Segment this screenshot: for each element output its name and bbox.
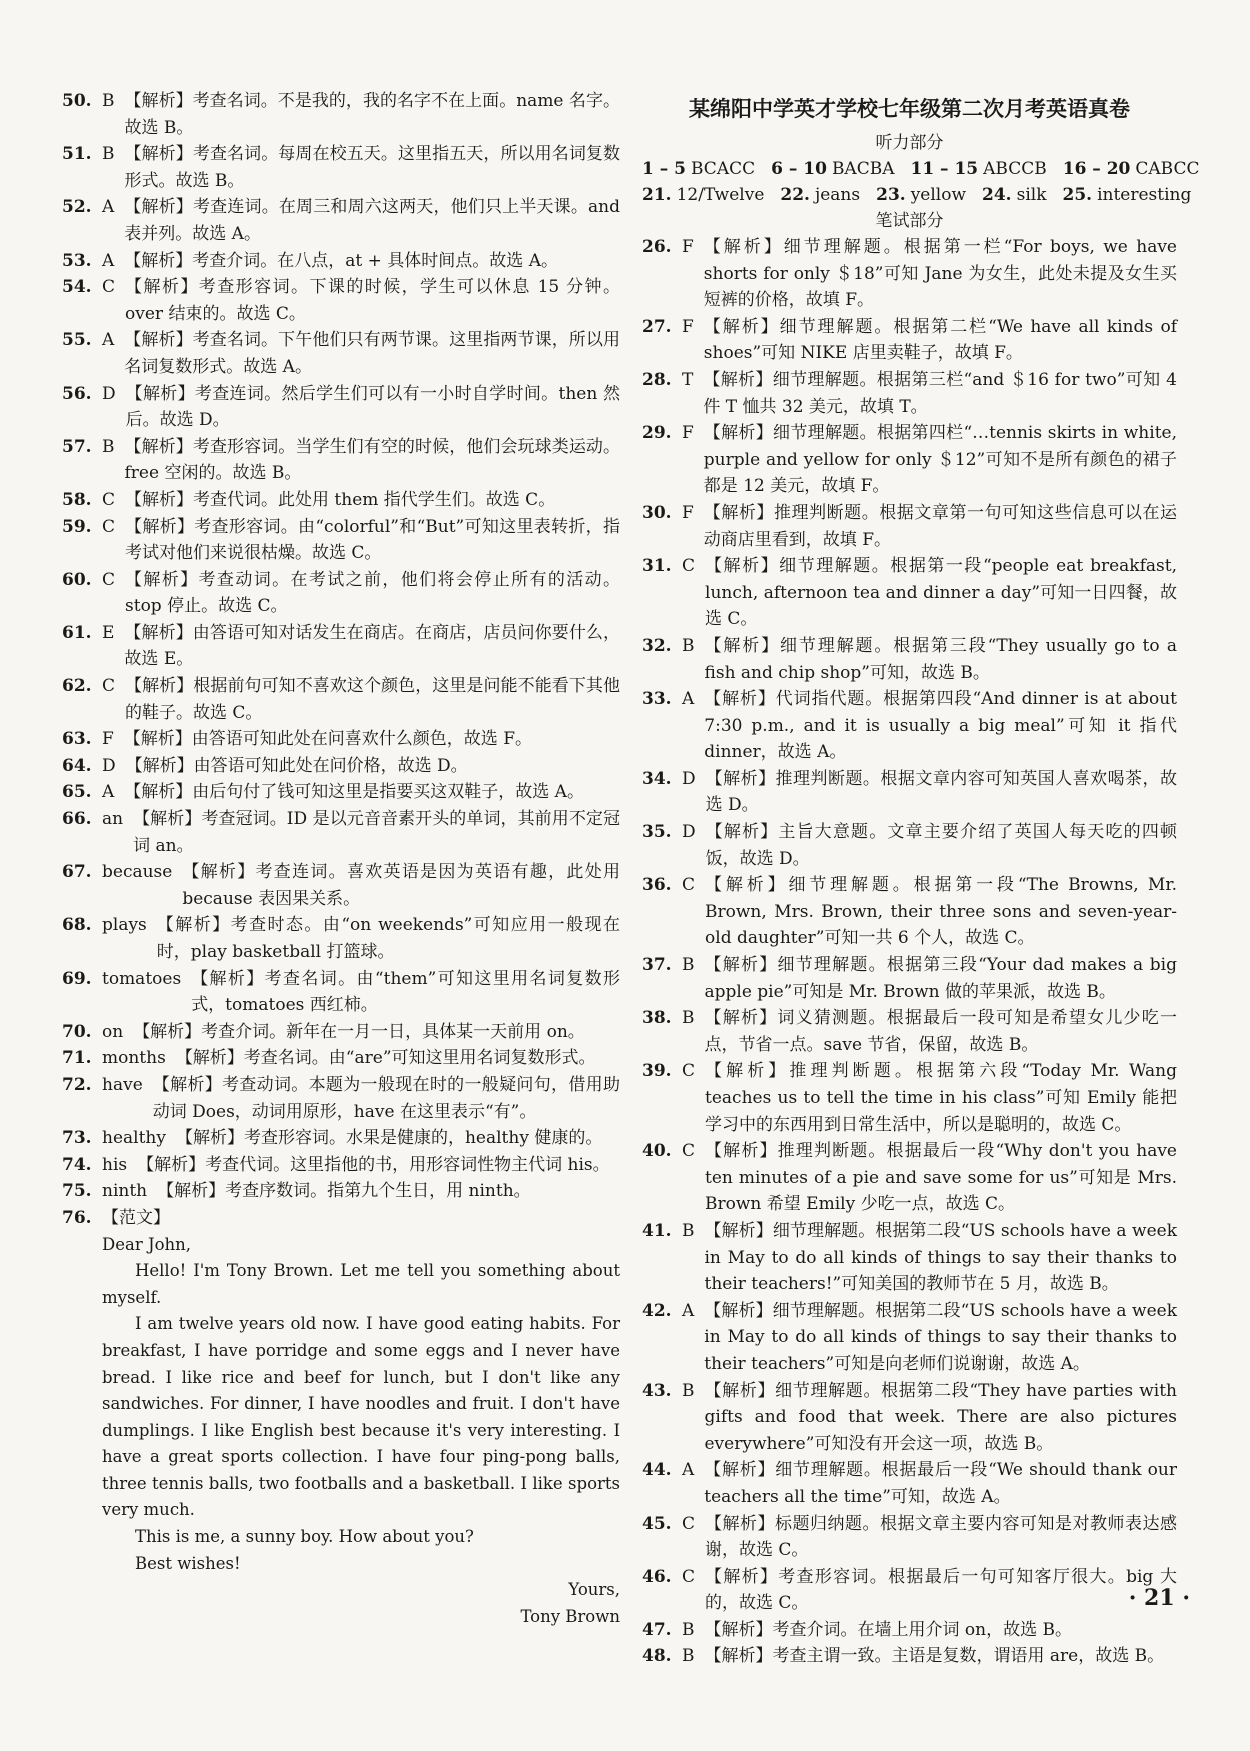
answer-explanation: 【解析】考查形容词。由“colorful”和“But”可知这里表转折，指考试对他们来说很枯燥。故选 C。 bbox=[125, 516, 620, 564]
answer-item bbox=[62, 567, 620, 620]
question-number: 44. bbox=[642, 1460, 672, 1481]
answer-item bbox=[642, 1218, 1177, 1298]
answer-explanation: 【解析】考查名词。由“them”可知这里用名词复数形式，tomatoes 西红柿。 bbox=[191, 968, 620, 1016]
answer-item bbox=[62, 1045, 620, 1072]
answer-range: 21. bbox=[642, 185, 672, 205]
page-number: · 21 · bbox=[1128, 1585, 1190, 1611]
answer-explanation: 【解析】考查形容词。当学生们有空的时候，他们会玩球类运动。free 空闲的。故选 B。 bbox=[124, 436, 620, 484]
answer-item bbox=[62, 327, 620, 380]
answer-explanation: 【解析】考查时态。由“on weekends”可知应用一般现在时，play basketball 打篮球。 bbox=[156, 915, 620, 962]
answer-key: BACBA bbox=[831, 159, 895, 179]
answer-item bbox=[642, 872, 1177, 952]
answer-key: his bbox=[102, 1154, 128, 1175]
answer-item bbox=[642, 1005, 1177, 1058]
answer-item bbox=[62, 1125, 620, 1152]
answer-item bbox=[62, 859, 620, 912]
question-number: 26. bbox=[642, 237, 672, 257]
answer-item bbox=[62, 673, 620, 726]
answer-item bbox=[642, 1457, 1177, 1510]
question-number: 57. bbox=[62, 436, 92, 457]
answer-item bbox=[62, 514, 620, 567]
answer-explanation: 【解析】考查连词。在周三和周六这两天，他们只上半天课。and 表并列。故选 A。 bbox=[124, 197, 620, 244]
essay-paragraph: Hello! I'm Tony Brown. Let me tell you something about myself. bbox=[102, 1261, 620, 1307]
answer-key: B bbox=[682, 1008, 695, 1029]
answer-key: A bbox=[682, 1300, 695, 1321]
answer-key: B bbox=[682, 1220, 695, 1241]
answer-key: E bbox=[102, 622, 115, 643]
answer-item bbox=[642, 819, 1177, 872]
answer-explanation: 【解析】细节理解题。根据第四栏“…tennis skirts in white, purple and yellow for only ＄12”可知不是所有颜色的裙子都是 12 美元，故填 F。 bbox=[703, 423, 1177, 497]
answer-key: BCACC bbox=[691, 159, 756, 179]
question-number: 34. bbox=[642, 768, 672, 789]
answer-key: C bbox=[102, 489, 116, 510]
answer-explanation: 【解析】考查主谓一致。主语是复数，谓语用 are，故选 B。 bbox=[704, 1646, 1165, 1667]
question-number: 51. bbox=[62, 144, 92, 165]
answer-item bbox=[642, 1564, 1177, 1617]
answer-range: 25. bbox=[1062, 185, 1093, 205]
answer-explanation: 【解析】代词指代题。根据第四段“And dinner is at about 7:30 p.m., and it is usually a big meal”可知 it 指代 dinner，故选 A。 bbox=[704, 689, 1177, 763]
answer-explanation: 【解析】细节理解题。根据第二段“US schools have a week in May to do all kinds of things to say their thanks to their teachers!”可知美国的教师节在 5 月，故选 B。 bbox=[704, 1220, 1177, 1295]
answer-explanation: 【解析】考查形容词。根据最后一句可知客厅很大。big 大的，故选 C。 bbox=[705, 1566, 1177, 1614]
answer-key: C bbox=[102, 516, 116, 537]
essay-paragraph: Best wishes! bbox=[135, 1553, 241, 1573]
question-number: 38. bbox=[642, 1008, 672, 1029]
answer-key: B bbox=[682, 955, 695, 976]
answer-key: have bbox=[102, 1074, 143, 1095]
answer-key: silk bbox=[1016, 185, 1047, 205]
question-number: 45. bbox=[642, 1513, 672, 1534]
answer-explanation: 【解析】细节理解题。根据第二栏“We have all kinds of shoes”可知 NIKE 店里卖鞋子，故填 F。 bbox=[703, 316, 1177, 364]
answer-item bbox=[62, 274, 620, 327]
answer-key: B bbox=[682, 1619, 695, 1640]
essay-paragraph: This is me, a sunny boy. How about you? bbox=[135, 1527, 474, 1547]
question-number: 65. bbox=[62, 782, 92, 803]
answer-range: 16 – 20 bbox=[1062, 159, 1131, 179]
answer-explanation: 【解析】细节理解题。根据第三栏“and ＄16 for two”可知 4 件 T 恤共 32 美元，故填 T。 bbox=[703, 369, 1177, 417]
answer-explanation: 【解析】推理判断题。根据第六段“Today Mr. Wang teaches us to tell the time in his class”可知 Emily 能把学习中的东西用到日常生活中，所以是聪明的，故选 C。 bbox=[705, 1061, 1177, 1135]
answer-item bbox=[62, 88, 620, 141]
question-number: 76. bbox=[62, 1207, 92, 1228]
answer-key: A bbox=[102, 330, 115, 351]
answer-explanation: 【解析】考查名词。由“are”可知这里用名词复数形式。 bbox=[175, 1048, 596, 1069]
answer-item bbox=[62, 487, 620, 514]
answer-explanation: 【解析】细节理解题。根据第三段“Your dad makes a big apple pie”可知是 Mr. Brown 做的苹果派，故选 B。 bbox=[704, 955, 1177, 1002]
answer-explanation: 【解析】细节理解题。根据第一段“people eat breakfast, lunch, afternoon tea and dinner a day”可知一日四餐，故选 C。 bbox=[705, 556, 1177, 630]
question-number: 63. bbox=[62, 729, 92, 750]
answer-key: C bbox=[682, 1061, 696, 1082]
answer-range: 24. bbox=[982, 185, 1012, 205]
answer-explanation: 【解析】细节理解题。根据第三段“They usually go to a fish and chip shop”可知，故选 B。 bbox=[704, 635, 1177, 683]
answer-item bbox=[62, 248, 620, 275]
question-number: 72. bbox=[62, 1074, 92, 1095]
answer-key: A bbox=[102, 250, 115, 271]
question-number: 30. bbox=[642, 502, 672, 523]
question-number: 29. bbox=[642, 423, 672, 444]
answer-explanation: 【解析】细节理解题。根据第一栏“For boys, we have shorts for only ＄18”可知 Jane 为女生，此处未提及女生买短裤的价格，故填 F。 bbox=[703, 237, 1177, 311]
question-number: 35. bbox=[642, 822, 672, 843]
question-number: 55. bbox=[62, 330, 92, 351]
answer-key: plays bbox=[102, 915, 147, 936]
answer-key: T bbox=[682, 369, 694, 390]
answer-explanation: 【解析】考查名词。每周在校五天。这里指五天，所以用名词复数形式。故选 B。 bbox=[124, 144, 620, 191]
answer-range: 22. bbox=[780, 185, 810, 205]
question-number: 62. bbox=[62, 676, 92, 697]
question-number: 67. bbox=[62, 862, 92, 883]
answer-item bbox=[62, 966, 620, 1019]
answer-key: A bbox=[682, 1460, 695, 1481]
question-number: 28. bbox=[642, 369, 672, 390]
answer-key: F bbox=[682, 316, 694, 337]
answer-range: 1 – 5 bbox=[642, 159, 686, 179]
question-number: 59. bbox=[62, 516, 92, 537]
question-number: 75. bbox=[62, 1181, 92, 1202]
answer-explanation: 【解析】考查名词。不是我的，我的名字不在上面。name 名字。故选 B。 bbox=[124, 91, 620, 138]
answer-item bbox=[642, 952, 1177, 1005]
answer-item bbox=[642, 1617, 1177, 1644]
answer-explanation: 【解析】推理判断题。根据文章内容可知英国人喜欢喝茶，故选 D。 bbox=[705, 768, 1177, 816]
question-number: 36. bbox=[642, 875, 672, 896]
question-number: 50. bbox=[62, 91, 92, 111]
essay-closing: Yours, bbox=[568, 1580, 620, 1600]
answer-item bbox=[62, 912, 620, 965]
answer-key: ABCCB bbox=[983, 159, 1047, 179]
question-number: 52. bbox=[62, 197, 92, 218]
answer-key: B bbox=[682, 1646, 695, 1667]
answer-key: an bbox=[102, 809, 124, 830]
answer-explanation: 【解析】标题归纳题。根据文章主要内容可知是对教师表达感谢，故选 C。 bbox=[705, 1513, 1177, 1561]
answer-explanation: 【解析】考查代词。这里指他的书，用形容词性物主代词 his。 bbox=[137, 1154, 610, 1175]
essay-signature: Tony Brown bbox=[520, 1606, 620, 1626]
question-number: 69. bbox=[62, 968, 92, 989]
question-number: 46. bbox=[642, 1566, 672, 1587]
answer-key: B bbox=[102, 436, 115, 457]
essay-paragraph: I am twelve years old now. I have good eating habits. For breakfast, I have porridge and some eggs and I never have bread. I like rice and beef for lunch, but I don't like any sandwiches. For dinner, I have noodles and fruit. I don't have dumplings. I like English best because it's very interesting. I have a great sports collection. I have four ping-pong balls, three tennis balls, two footballs and a basketball. I like sports very much. bbox=[102, 1314, 620, 1520]
question-number: 27. bbox=[642, 316, 672, 337]
question-number: 53. bbox=[62, 250, 92, 271]
answer-explanation: 【解析】细节理解题。根据第一段“The Browns, Mr. Brown, Mrs. Brown, their three sons and seven-year-old daughter”可知一共 6 个人，故选 C。 bbox=[705, 875, 1177, 949]
question-number: 71. bbox=[62, 1048, 92, 1069]
answer-item bbox=[642, 234, 1177, 314]
answer-key: C bbox=[102, 277, 116, 298]
question-number: 31. bbox=[642, 556, 672, 577]
answer-explanation: 【解析】细节理解题。根据最后一段“We should thank our teachers all the time”可知，故选 A。 bbox=[704, 1460, 1177, 1507]
right-column bbox=[642, 88, 1200, 1670]
answer-key: A bbox=[102, 197, 115, 218]
answer-key: F bbox=[682, 423, 694, 444]
question-number: 33. bbox=[642, 689, 672, 710]
essay-label: 【范文】 bbox=[102, 1207, 170, 1228]
answer-explanation: 【解析】推理判断题。根据最后一段“Why don't you have ten minutes of a pie and save some for us”可知是 Mrs. Brown 希望 Emily 少吃一点，故选 C。 bbox=[705, 1141, 1177, 1215]
answer-key: months bbox=[102, 1048, 166, 1069]
answer-item bbox=[62, 753, 620, 780]
answer-item bbox=[62, 806, 620, 859]
answer-explanation: 【解析】由答语可知此处在问价格，故选 D。 bbox=[125, 755, 468, 776]
answer-key: healthy bbox=[102, 1128, 166, 1149]
question-number: 37. bbox=[642, 955, 672, 976]
answer-item bbox=[642, 766, 1177, 819]
answer-explanation: 【解析】考查介词。在墙上用介词 on，故选 B。 bbox=[704, 1619, 1072, 1640]
answer-item bbox=[642, 1058, 1177, 1138]
answer-key: C bbox=[102, 569, 116, 590]
answer-key: A bbox=[682, 689, 695, 710]
answer-key: B bbox=[682, 635, 695, 656]
left-column bbox=[62, 88, 620, 1630]
answer-key: D bbox=[102, 383, 116, 404]
answer-item bbox=[642, 420, 1177, 500]
answer-key: on bbox=[102, 1021, 124, 1042]
answer-explanation: 【解析】细节理解题。根据第二段“They have parties with gifts and food that week. There are also pictures everywhere”可知没有开会这一项，故选 B。 bbox=[704, 1380, 1177, 1454]
answer-range: 23. bbox=[876, 185, 906, 205]
answer-key: F bbox=[102, 729, 114, 750]
answer-explanation: 【解析】考查序数词。指第九个生日，用 ninth。 bbox=[157, 1181, 531, 1202]
question-number: 74. bbox=[62, 1154, 92, 1175]
answer-explanation: 【解析】主旨大意题。文章主要介绍了英国人每天吃的四顿饭，故选 D。 bbox=[705, 822, 1177, 869]
answer-key: C bbox=[102, 676, 116, 697]
question-number: 66. bbox=[62, 809, 92, 830]
question-number: 54. bbox=[62, 277, 92, 298]
answer-key: C bbox=[682, 875, 696, 896]
answer-key: B bbox=[102, 144, 115, 165]
answer-item bbox=[62, 141, 620, 194]
answer-key: F bbox=[682, 502, 694, 523]
answer-explanation: 【解析】考查介词。在八点，at + 具体时间点。故选 A。 bbox=[124, 250, 558, 271]
answer-item bbox=[642, 367, 1177, 420]
answer-explanation: 【解析】考查动词。在考试之前，他们将会停止所有的活动。stop 停止。故选 C。 bbox=[125, 569, 620, 617]
answer-range: 6 – 10 bbox=[771, 159, 827, 179]
essay-greeting: Dear John, bbox=[102, 1234, 192, 1254]
answer-item bbox=[62, 434, 620, 487]
answer-key: B bbox=[682, 1380, 695, 1401]
answer-item bbox=[62, 1072, 620, 1125]
answer-key: ninth bbox=[102, 1181, 148, 1202]
answer-key: tomatoes bbox=[102, 968, 182, 989]
answer-explanation: 【解析】考查代词。此处用 them 指代学生们。故选 C。 bbox=[125, 489, 556, 510]
answer-explanation: 【解析】考查介词。新年在一月一日，具体某一天前用 on。 bbox=[133, 1021, 585, 1042]
answer-explanation: 【解析】由答语可知此处在问喜欢什么颜色，故选 F。 bbox=[123, 729, 532, 750]
answer-explanation: 【解析】由后句付了钱可知这里是指要买这双鞋子，故选 A。 bbox=[124, 782, 584, 803]
answer-key: A bbox=[102, 782, 115, 803]
answer-explanation: 【解析】推理判断题。根据文章第一句可知这些信息可以在运动商店里看到，故填 F。 bbox=[703, 502, 1177, 550]
question-number: 40. bbox=[642, 1141, 672, 1162]
answer-key: D bbox=[682, 822, 696, 843]
writing-section-title: 笔试部分 bbox=[875, 211, 944, 231]
question-number: 58. bbox=[62, 489, 92, 510]
answer-explanation: 【解析】考查动词。本题为一般现在时的一般疑问句，借用助动词 Does，动词用原形，have 在这里表示“有”。 bbox=[152, 1074, 620, 1122]
answer-explanation: 【解析】考查连词。喜欢英语是因为英语有趣，此处用 because 表因果关系。 bbox=[182, 862, 620, 909]
answer-item bbox=[642, 1138, 1177, 1218]
answer-item bbox=[62, 779, 620, 806]
exam-title: 某绵阳中学英才学校七年级第二次月考英语真卷 bbox=[689, 96, 1130, 121]
answer-item bbox=[62, 1019, 620, 1046]
answer-explanation: 【解析】考查连词。然后学生们可以有一小时自学时间。then 然后。故选 D。 bbox=[125, 383, 620, 431]
answer-explanation: 【解析】根据前句可知不喜欢这个颜色，这里是问能不能看下其他的鞋子。故选 C。 bbox=[125, 676, 620, 723]
answer-key: D bbox=[102, 755, 116, 776]
answer-item bbox=[62, 194, 620, 247]
answer-key: because bbox=[102, 862, 173, 883]
answer-key: C bbox=[682, 1141, 696, 1162]
answer-item bbox=[62, 1178, 620, 1205]
question-number: 41. bbox=[642, 1220, 672, 1241]
answer-key: jeans bbox=[814, 185, 861, 205]
essay-header bbox=[62, 1205, 620, 1232]
answer-item bbox=[62, 726, 620, 753]
answer-item bbox=[642, 686, 1177, 766]
listening-answers-row-1 bbox=[642, 156, 1200, 182]
answer-key: C bbox=[682, 556, 696, 577]
answer-item bbox=[642, 1511, 1177, 1564]
question-number: 32. bbox=[642, 635, 672, 656]
answer-key: CABCC bbox=[1135, 159, 1200, 179]
answer-key: yellow bbox=[910, 185, 967, 205]
question-number: 43. bbox=[642, 1380, 672, 1401]
question-number: 64. bbox=[62, 755, 92, 776]
question-number: 60. bbox=[62, 569, 92, 590]
answer-explanation: 【解析】由答语可知对话发生在商店。在商店，店员问你要什么，故选 E。 bbox=[124, 622, 620, 670]
answer-key: 12/Twelve bbox=[676, 185, 765, 205]
answer-key: D bbox=[682, 768, 696, 789]
answer-key: B bbox=[102, 91, 115, 111]
listening-answers-row-2 bbox=[642, 182, 1192, 208]
answer-item bbox=[62, 381, 620, 434]
answer-explanation: 【解析】考查形容词。下课的时候，学生可以休息 15 分钟。over 结束的。故选 C。 bbox=[125, 277, 620, 324]
answer-explanation: 【解析】细节理解题。根据第二段“US schools have a week in May to do all kinds of things to say their thanks to their teachers”可知是向老师们说谢谢，故选 A。 bbox=[704, 1300, 1177, 1374]
question-number: 73. bbox=[62, 1128, 92, 1149]
question-number: 70. bbox=[62, 1021, 92, 1042]
answer-item bbox=[642, 314, 1177, 367]
question-number: 68. bbox=[62, 915, 92, 936]
question-number: 61. bbox=[62, 622, 92, 643]
question-number: 47. bbox=[642, 1619, 672, 1640]
answer-item bbox=[642, 500, 1177, 553]
question-number: 42. bbox=[642, 1300, 672, 1321]
answer-item bbox=[642, 1298, 1177, 1378]
listening-section-title: 听力部分 bbox=[875, 133, 944, 153]
answer-explanation: 【解析】考查冠词。ID 是以元音音素开头的单词，其前用不定冠词 an。 bbox=[133, 809, 620, 856]
answer-item bbox=[642, 1643, 1177, 1670]
answer-explanation: 【解析】词义猜测题。根据最后一段可知是希望女儿少吃一点，节省一点。save 节省，保留，故选 B。 bbox=[704, 1008, 1177, 1055]
answer-item bbox=[642, 1378, 1177, 1458]
answer-key: interesting bbox=[1097, 185, 1192, 205]
right-answer-list bbox=[642, 234, 1177, 1670]
answer-explanation: 【解析】考查名词。下午他们只有两节课。这里指两节课，所以用名词复数形式。故选 A。 bbox=[124, 330, 620, 377]
answer-key: F bbox=[682, 237, 694, 257]
answer-explanation: 【解析】考查形容词。水果是健康的，healthy 健康的。 bbox=[175, 1128, 603, 1149]
answer-key: C bbox=[682, 1566, 696, 1587]
question-number: 48. bbox=[642, 1646, 672, 1667]
answer-item bbox=[642, 553, 1177, 633]
answer-item bbox=[62, 1152, 620, 1179]
answer-item bbox=[642, 633, 1177, 686]
answer-key: C bbox=[682, 1513, 696, 1534]
answer-item bbox=[62, 620, 620, 673]
question-number: 56. bbox=[62, 383, 92, 404]
question-number: 39. bbox=[642, 1061, 672, 1082]
model-essay bbox=[62, 1232, 620, 1631]
answer-range: 11 – 15 bbox=[910, 159, 979, 179]
